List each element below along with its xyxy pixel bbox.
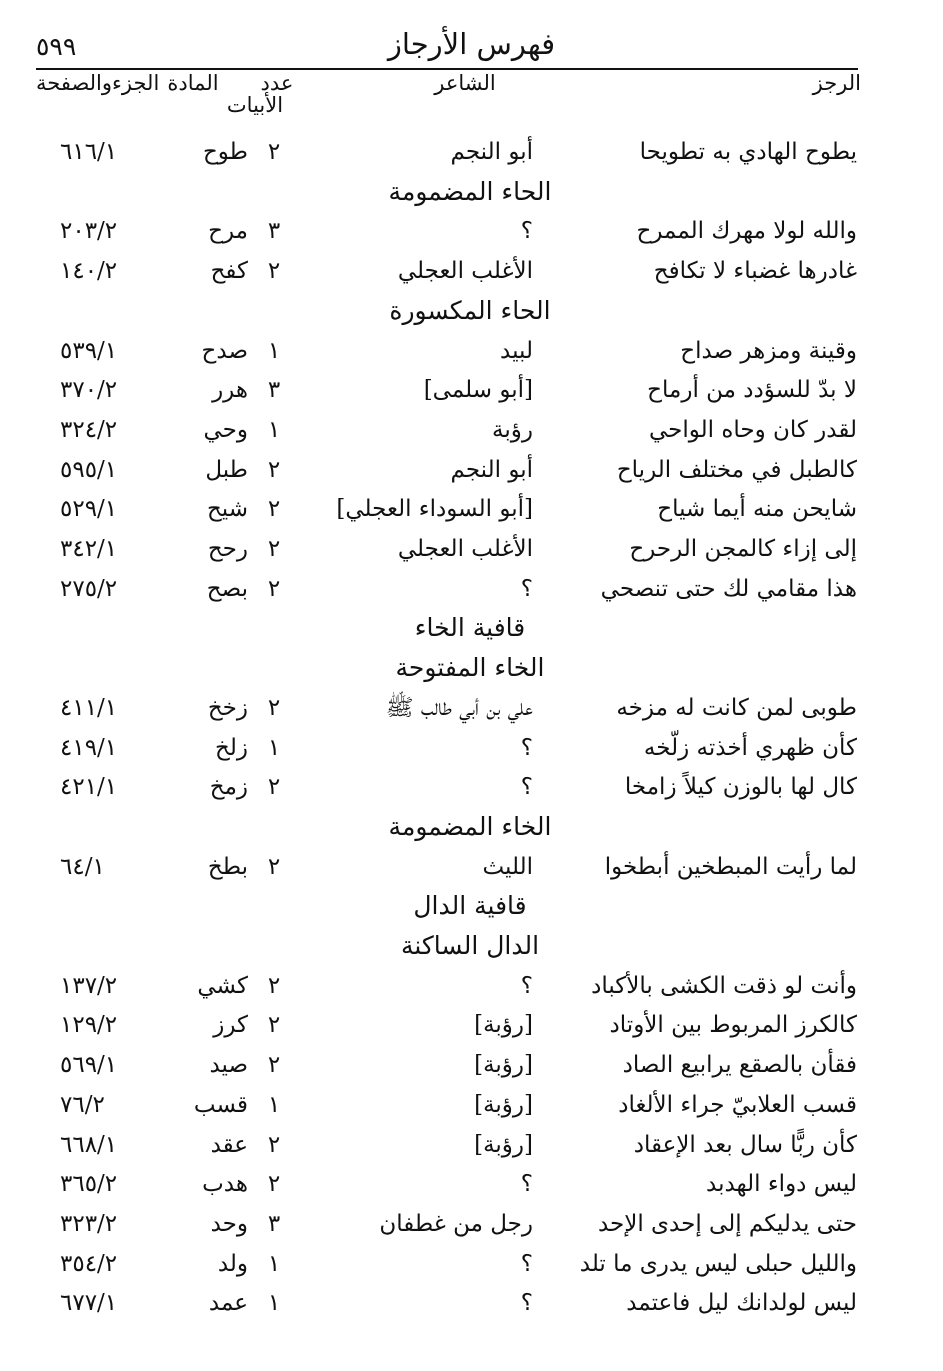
table-row [0, 251, 943, 291]
verse-count: ٢ [267, 536, 281, 562]
table-row [0, 569, 943, 609]
table-row [0, 847, 943, 887]
material-root: زمخ [209, 774, 248, 800]
poet-name: [رؤبة] [474, 1092, 533, 1118]
table-row [0, 1045, 943, 1085]
page-title: فهرس الأرجاز [387, 27, 556, 61]
material-root: هرر [212, 377, 248, 403]
material-root: وحد [210, 1211, 248, 1237]
volume-page-ref: ٧٦/٢ [60, 1092, 105, 1118]
poet-name: الليث [482, 854, 533, 880]
volume-page-ref: ٤١١/١ [60, 695, 118, 721]
table-row [0, 1125, 943, 1165]
section-heading: الدال الساكنة [400, 931, 540, 960]
material-root: مرح [208, 218, 248, 244]
table-row [0, 331, 943, 371]
volume-page-ref: ٤٢١/١ [60, 774, 118, 800]
section-heading: قافية الدال [413, 891, 527, 920]
verse-count: ١ [267, 1092, 281, 1118]
volume-page-ref: ٦٤/١ [60, 854, 105, 880]
volume-page-ref: ١٤٠/٢ [60, 258, 118, 284]
material-root: شيح [206, 496, 248, 522]
poet-name: [رؤبة] [474, 1132, 533, 1158]
table-row [0, 966, 943, 1006]
column-header-rajaz: الرجز [812, 71, 861, 95]
rajaz-verse: كالكرز المربوط بين الأوتاد [609, 1012, 857, 1038]
rajaz-verse: هذا مقامي لك حتى تنصحي [600, 576, 857, 602]
table-row [0, 1085, 943, 1125]
table-row [0, 1283, 943, 1323]
poet-name: ؟ [520, 1290, 533, 1316]
rajaz-verse: لما رأيت المبطخين أبطخوا [604, 854, 857, 880]
column-header-material: المادة [167, 71, 219, 95]
table-row [0, 211, 943, 251]
verse-count: ٢ [267, 457, 281, 483]
poet-name: [رؤبة] [474, 1012, 533, 1038]
column-header-volume-page: الجزءوالصفحة [36, 71, 160, 95]
table-row [0, 529, 943, 569]
volume-page-ref: ١٣٧/٢ [60, 973, 118, 999]
table-row [0, 410, 943, 450]
table-row [0, 489, 943, 529]
volume-page-ref: ٦١٦/١ [60, 139, 118, 165]
table-row [0, 728, 943, 768]
material-root: بصح [206, 576, 248, 602]
rajaz-verse: إلى إزاء كالمجن الرحرح [629, 536, 857, 562]
poet-name: [رؤبة] [474, 1052, 533, 1078]
table-row [0, 1244, 943, 1284]
verse-count: ٣ [267, 377, 281, 403]
volume-page-ref: ٣٤٢/١ [60, 536, 118, 562]
verse-count: ٢ [267, 139, 281, 165]
material-root: زلخ [215, 735, 248, 761]
verse-count: ٣ [267, 218, 281, 244]
material-root: رحح [207, 536, 248, 562]
rajaz-verse: كال لها بالوزن كيلاً زامخا [624, 774, 857, 800]
material-root: كفح [210, 258, 248, 284]
verse-count: ١ [267, 735, 281, 761]
poet-name: [أبو السوداء العجلي] [336, 496, 533, 522]
poet-name: [أبو سلمى] [423, 377, 533, 403]
verse-count: ١ [267, 417, 281, 443]
volume-page-ref: ٦٦٨/١ [60, 1132, 118, 1158]
rajaz-verse: كأن ربًّا سال بعد الإعقاد [633, 1132, 857, 1158]
poet-name: الأغلب العجلي [397, 258, 533, 284]
table-row [0, 688, 943, 728]
poet-name: ؟ [520, 576, 533, 602]
verse-count: ٢ [267, 1052, 281, 1078]
verse-count: ٢ [267, 496, 281, 522]
volume-page-ref: ٣٢٤/٢ [60, 417, 118, 443]
material-root: عمد [208, 1290, 248, 1316]
poet-name: ؟ [520, 218, 533, 244]
section-heading: الخاء المفتوحة [395, 653, 545, 682]
material-root: كرز [213, 1012, 248, 1038]
rajaz-verse: والليل حبلى ليس يدرى ما تلد [579, 1251, 857, 1277]
table-row [0, 1204, 943, 1244]
rajaz-verse: قسب العلابيّ جراء الألغاد [618, 1092, 857, 1118]
material-root: صدح [201, 338, 248, 364]
rajaz-verse: غادرها غضباء لا تكافح [653, 258, 857, 284]
volume-page-ref: ٣٥٤/٢ [60, 1251, 118, 1277]
material-root: بطخ [207, 854, 248, 880]
material-root: زخخ [207, 695, 248, 721]
volume-page-ref: ٥٢٩/١ [60, 496, 118, 522]
rajaz-verse: لا بدّ للسؤدد من أرماح [647, 377, 857, 403]
section-heading: قافية الخاء [414, 613, 526, 642]
volume-page-ref: ٥٦٩/١ [60, 1052, 118, 1078]
table-row [0, 132, 943, 172]
column-header-poet: الشاعر [434, 71, 496, 95]
verse-count: ٢ [267, 1171, 281, 1197]
volume-page-ref: ٢٧٥/٢ [60, 576, 118, 602]
poet-name: ؟ [520, 735, 533, 761]
table-row [0, 767, 943, 807]
volume-page-ref: ٤١٩/١ [60, 735, 118, 761]
rajaz-verse: والله لولا مهرك الممرح [636, 218, 857, 244]
poet-name: أبو النجم [450, 139, 533, 165]
rajaz-verse: شايحن منه أيما شياح [657, 496, 857, 522]
volume-page-ref: ٥٩٥/١ [60, 457, 118, 483]
table-row [0, 370, 943, 410]
rajaz-verse: فقأن بالصقع يرابيع الصاد [622, 1052, 857, 1078]
column-header-count-line2: الأبيات [226, 93, 284, 117]
material-root: طوح [202, 139, 248, 165]
volume-page-ref: ٦٧٧/١ [60, 1290, 118, 1316]
verse-count: ٢ [267, 973, 281, 999]
table-row [0, 1005, 943, 1045]
volume-page-ref: ٣٦٥/٢ [60, 1171, 118, 1197]
page-number: ٥٩٩ [36, 32, 77, 61]
table-row [0, 450, 943, 490]
poet-name: ؟ [520, 774, 533, 800]
volume-page-ref: ٣٧٠/٢ [60, 377, 118, 403]
poet-name: رؤبة [492, 417, 533, 443]
rajaz-verse: حتى يدليكم إلى إحدى الإحد [597, 1211, 857, 1237]
rajaz-verse: ليس دواء الهدبد [706, 1171, 857, 1197]
rajaz-verse: لقدر كان وحاه الواحي [648, 417, 857, 443]
verse-count: ١ [267, 1290, 281, 1316]
verse-count: ٢ [267, 258, 281, 284]
section-heading: الخاء المضمومة [388, 812, 552, 841]
material-root: صيد [209, 1052, 248, 1078]
poet-name: ؟ [520, 1171, 533, 1197]
rajaz-verse: ليس لولدانك ليل فاعتمد [626, 1290, 857, 1316]
poet-name: أبو النجم [450, 457, 533, 483]
volume-page-ref: ٥٣٩/١ [60, 338, 118, 364]
verse-count: ١ [267, 1251, 281, 1277]
verse-count: ٢ [267, 854, 281, 880]
column-header-count-line1: عدد [260, 71, 294, 95]
material-root: هدب [202, 1171, 248, 1197]
table-row [0, 1164, 943, 1204]
verse-count: ٢ [267, 1012, 281, 1038]
rajaz-verse: وقينة ومزهر صداح [680, 338, 857, 364]
material-root: طبل [205, 457, 248, 483]
verse-count: ١ [267, 338, 281, 364]
poet-name: رجل من غطفان [379, 1211, 533, 1237]
poet-name: ؟ [520, 1251, 533, 1277]
rajaz-verse: وأنت لو ذقت الكشى بالأكباد [591, 973, 857, 999]
material-root: ولد [217, 1251, 248, 1277]
rajaz-verse: كالطبل في مختلف الرياح [616, 457, 857, 483]
verse-count: ٢ [267, 576, 281, 602]
volume-page-ref: ٢٠٣/٢ [60, 218, 118, 244]
verse-count: ٢ [267, 774, 281, 800]
volume-page-ref: ١٢٩/٢ [60, 1012, 118, 1038]
rajaz-verse: يطوح الهادي به تطويحا [639, 139, 857, 165]
section-heading: الحاء المكسورة [389, 296, 551, 325]
verse-count: ٢ [267, 1132, 281, 1158]
rajaz-verse: طوبى لمن كانت له مزخه [616, 695, 857, 721]
poet-name: ؟ [520, 973, 533, 999]
material-root: عقد [210, 1132, 248, 1158]
poet-name: الأغلب العجلي [397, 536, 533, 562]
material-root: كشي [197, 973, 248, 999]
volume-page-ref: ٣٢٣/٢ [60, 1211, 118, 1237]
rajaz-verse: كأن ظهري أخذته زلّخه [643, 735, 857, 761]
verse-count: ٣ [267, 1211, 281, 1237]
material-root: قسب [193, 1092, 248, 1118]
material-root: وحي [203, 417, 248, 443]
poet-name: علي بن أبي طالب ﷺ [385, 695, 533, 721]
poet-name: لبيد [500, 338, 533, 364]
verse-count: ٢ [267, 695, 281, 721]
section-heading: الحاء المضمومة [388, 177, 552, 206]
